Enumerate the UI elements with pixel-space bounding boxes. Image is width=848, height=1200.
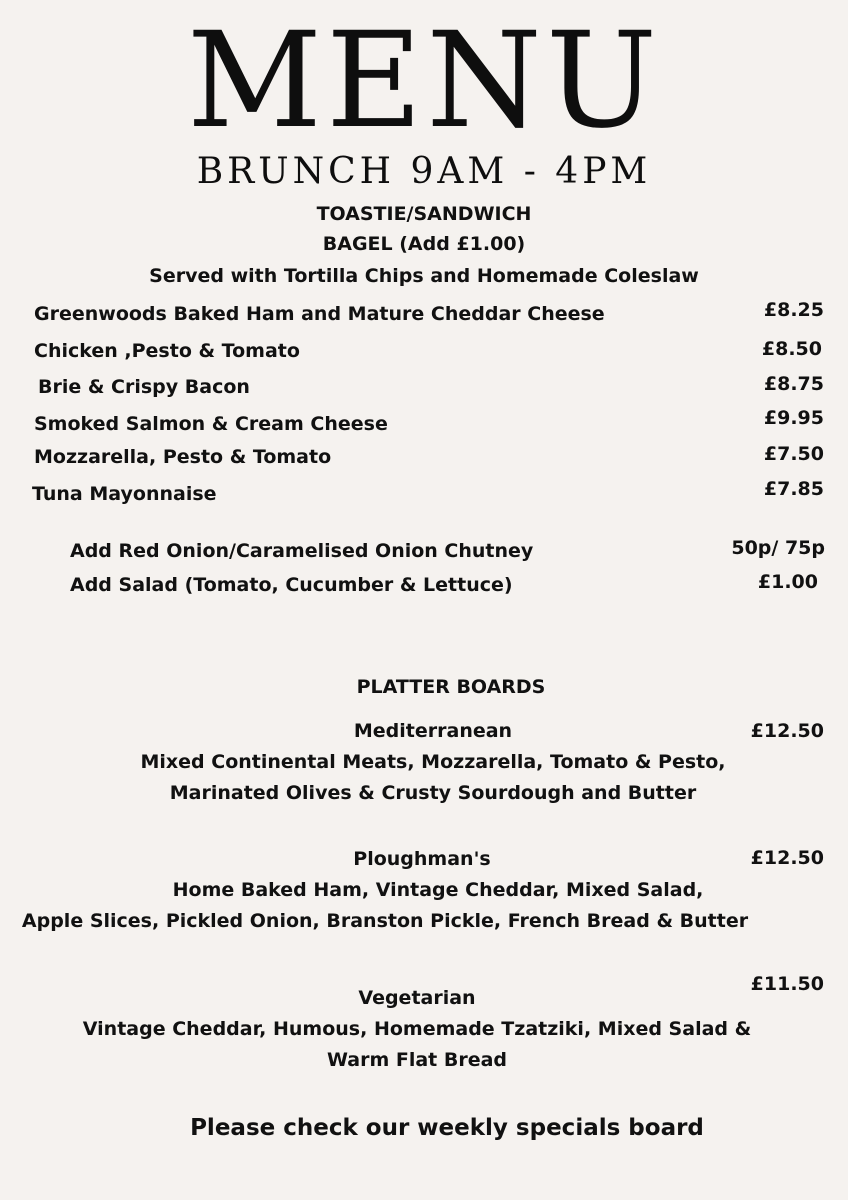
extra-item-name: Add Red Onion/Caramelised Onion Chutney: [70, 540, 534, 562]
menu-item-name: Chicken ,Pesto & Tomato: [34, 340, 300, 362]
menu-item-name: Greenwoods Baked Ham and Mature Cheddar Cheese: [34, 303, 605, 325]
specials-footer: Please check our weekly specials board: [190, 1115, 704, 1141]
menu-item-price: £9.95: [763, 407, 824, 429]
platter-name: Ploughman's: [353, 848, 491, 870]
extra-item-price: £1.00: [757, 571, 818, 593]
menu-item-name: Smoked Salmon & Cream Cheese: [34, 413, 388, 435]
platter-description: Marinated Olives & Crusty Sourdough and Butter: [169, 782, 697, 804]
platter-name: Vegetarian: [358, 987, 476, 1009]
extra-item-name: Add Salad (Tomato, Cucumber & Lettuce): [70, 574, 513, 596]
menu-item-price: £8.25: [763, 299, 824, 321]
menu-item-name: Mozzarella, Pesto & Tomato: [34, 446, 332, 468]
menu-item-price: £8.50: [761, 338, 822, 360]
served-with-note: Served with Tortilla Chips and Homemade Coleslaw: [149, 265, 699, 287]
menu-item-price: £7.85: [763, 478, 824, 500]
sandwich-heading: TOASTIE/SANDWICH: [316, 203, 532, 225]
menu-item-price: £7.50: [763, 443, 824, 465]
platter-price: £12.50: [750, 847, 824, 869]
platter-description: Vintage Cheddar, Humous, Homemade Tzatziki, Mixed Salad &: [82, 1018, 752, 1040]
platter-heading: PLATTER BOARDS: [356, 676, 546, 698]
platter-price: £11.50: [750, 973, 824, 995]
menu-item-price: £8.75: [763, 373, 824, 395]
platter-name: Mediterranean: [353, 720, 513, 742]
menu-title: MENU: [186, 4, 662, 158]
platter-description: Warm Flat Bread: [326, 1049, 508, 1071]
platter-description: Mixed Continental Meats, Mozzarella, Tomato & Pesto,: [140, 751, 726, 773]
platter-price: £12.50: [750, 720, 824, 742]
menu-item-name: Tuna Mayonnaise: [32, 483, 217, 505]
extra-item-price: 50p/ 75p: [731, 537, 825, 559]
platter-description: Apple Slices, Pickled Onion, Branston Pickle, French Bread & Butter: [21, 910, 749, 932]
platter-description: Home Baked Ham, Vintage Cheddar, Mixed Salad,: [172, 879, 704, 901]
menu-item-name: Brie & Crispy Bacon: [38, 376, 250, 398]
brunch-hours-subtitle: BRUNCH 9AM - 4PM: [196, 151, 652, 192]
bagel-heading: BAGEL (Add £1.00): [322, 233, 526, 255]
